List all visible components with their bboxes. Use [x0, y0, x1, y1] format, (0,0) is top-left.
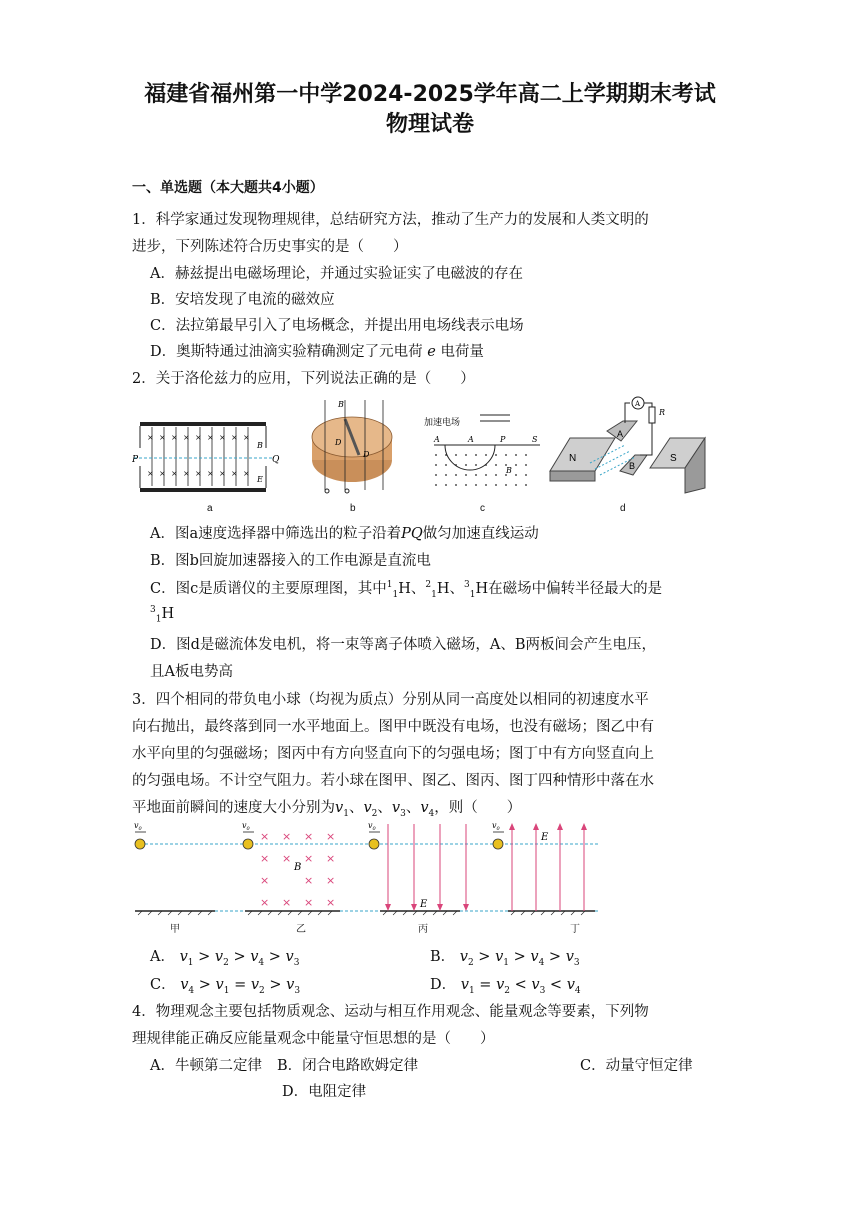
svg-text:×: × — [304, 896, 314, 909]
figure-b-label: b — [350, 503, 356, 514]
q1-option-d-tail: 电荷量 — [440, 344, 484, 360]
fig-d-a-label: A — [617, 429, 624, 439]
svg-text:×: × — [260, 852, 270, 865]
svg-text:×: × — [304, 830, 314, 843]
q4-option-d: D．电阻定律 — [282, 1084, 367, 1100]
q1-stem-line2: 进步，下列陈述符合历史事实的是（ ） — [132, 239, 408, 255]
q2-option-d-line1: D．图d是磁流体发电机，将一束等离子体喷入磁场，A、B两板间会产生电压， — [150, 637, 657, 653]
svg-text:v0: $v_0$ — [242, 821, 250, 832]
svg-text:×: × — [282, 896, 292, 909]
q3-e-label-down: E — [420, 899, 428, 910]
fig-a-b-label: B — [257, 441, 263, 450]
exam-subtitle: 物理试卷 — [385, 112, 474, 137]
q4-option-c: C．动量守恒定律 — [580, 1058, 693, 1074]
q3-line5: 平地面前瞬间的速度大小分别为$v_1$、$v_2$、$v_3$、$v_4$，则（ ） — [132, 800, 522, 819]
svg-text:×: × — [304, 852, 314, 865]
figure-b-cyclotron — [305, 395, 400, 500]
q3-fig-jia: 甲 — [170, 924, 180, 935]
q3-b-label: B — [294, 862, 302, 873]
q3-line3: 水平向里的匀强磁场；图丙中有方向竖直向下的匀强电场；图丁中有方向竖直向上 — [132, 746, 654, 762]
q1-option-d-e: e — [427, 344, 436, 360]
fig-d-r-label: R — [659, 408, 666, 417]
q3-option-d: D． $v_1 = v_2 < v_3 < v_4$ — [430, 977, 581, 996]
exam-title: 福建省福州第一中学2024-2025学年高二上学期期末考试 — [144, 82, 716, 107]
svg-text:×: × — [219, 433, 226, 442]
svg-text:×: × — [260, 896, 270, 909]
svg-text:v0: $v_0$ — [368, 821, 376, 832]
q3-line2: 向右抛出，最终落到同一水平地面上。图甲中既没有电场，也没有磁场；图乙中有 — [132, 719, 654, 735]
svg-text:×: × — [207, 433, 214, 442]
svg-text:×: × — [147, 433, 154, 442]
svg-text:×: × — [260, 830, 270, 843]
q1-stem-line1: 1．科学家通过发现物理规律，总结研究方法，推动了生产力的发展和人类文明的 — [132, 212, 649, 228]
svg-text:×: × — [231, 433, 238, 442]
svg-text:v0: $v_0$ — [492, 821, 500, 832]
q2-stem: 2．关于洛伦兹力的应用，下列说法正确的是（ ） — [132, 371, 475, 387]
svg-text:×: × — [326, 830, 336, 843]
q3-e-label-up: E — [541, 832, 549, 843]
svg-text:×: × — [171, 469, 178, 478]
svg-text:×: × — [282, 830, 292, 843]
q3-line4: 的匀强电场。不计空气阻力。若小球在图甲、图乙、图丙、图丁四种情形中落在水 — [132, 773, 654, 789]
fig-d-s-label: S — [670, 453, 677, 464]
figure-c-label: c — [480, 503, 485, 514]
fig-d-n-label: N — [569, 453, 577, 464]
svg-text:×: × — [159, 469, 166, 478]
svg-text:×: × — [326, 852, 336, 865]
q2-option-a: A．图a速度选择器中筛选出的粒子沿着PQ做匀加速直线运动 — [150, 526, 539, 542]
svg-text:×: × — [219, 469, 226, 478]
fig-a-q-label: Q — [272, 455, 280, 465]
svg-text:×: × — [243, 469, 250, 478]
q3-option-b: B． $v_2 > v_1 > v_4 > v_3$ — [430, 949, 580, 968]
fig-c-a2-label: A — [468, 435, 474, 444]
svg-text:×: × — [195, 469, 202, 478]
fig-c-p-label: P — [500, 435, 506, 444]
fig-b-d2-label: D — [363, 450, 370, 459]
svg-text:×: × — [171, 433, 178, 442]
q1-option-b: B．安培发现了电流的磁效应 — [150, 292, 335, 308]
q4-line2: 理规律能正确反应能量观念中能量守恒思想的是（ ） — [132, 1031, 495, 1047]
figure-c-mass-spectrometer — [420, 405, 550, 497]
svg-text:v0: $v_0$ — [134, 821, 142, 832]
figure-q3-scenarios — [130, 818, 610, 920]
svg-text:×: × — [282, 852, 292, 865]
figure-a-velocity-selector — [132, 418, 282, 500]
fig-d-ammeter-label: A — [635, 400, 641, 408]
fig-d-b-label: B — [629, 461, 636, 471]
q1-option-d-text: D．奥斯特通过油滴实验精确测定了元电荷 — [150, 344, 423, 360]
svg-text:×: × — [304, 874, 314, 887]
svg-text:×: × — [326, 896, 336, 909]
q3-fig-bing: 丙 — [418, 924, 428, 935]
fig-b-b-label: B — [338, 400, 344, 409]
q2-option-b: B．图b回旋加速器接入的工作电源是直流电 — [150, 553, 431, 569]
q1-option-d — [150, 340, 484, 361]
fig-c-b-label: B — [506, 466, 512, 475]
q2-option-c: C．图c是质谱仪的主要原理图，其中$^1_1$H、$^2_1$H、$^3_1$H在磁场中偏转半径最大的是 — [150, 580, 663, 600]
fig-a-e-label: E — [257, 475, 263, 484]
svg-text:×: × — [326, 874, 336, 887]
fig-c-title: 加速电场 — [424, 418, 461, 428]
q3-option-c: C． $v_4 > v_1 = v_2 > v_3$ — [150, 977, 301, 996]
svg-text:×: × — [231, 469, 238, 478]
q2-option-c-answer: $^3_1$H — [150, 605, 175, 625]
section-heading: 一、单选题（本大题共4小题） — [132, 180, 324, 196]
svg-text:×: × — [159, 433, 166, 442]
figure-a-label: a — [207, 503, 213, 514]
q4-option-a: A．牛顿第二定律 — [150, 1058, 262, 1074]
q4-option-b: B．闭合电路欧姆定律 — [277, 1058, 419, 1074]
figure-d-label: d — [620, 503, 626, 514]
fig-c-s-label: S — [532, 435, 538, 444]
svg-text:×: × — [183, 433, 190, 442]
q1-option-c: C．法拉第最早引入了电场概念，并提出用电场线表示电场 — [150, 318, 524, 334]
q3-line1: 3．四个相同的带负电小球（均视为质点）分别从同一高度处以相同的初速度水平 — [132, 692, 649, 708]
q3-fig-yi: 乙 — [296, 924, 306, 935]
svg-text:×: × — [260, 874, 270, 887]
q3-option-a: A． $v_1 > v_2 > v_4 > v_3$ — [150, 949, 300, 968]
svg-text:×: × — [207, 469, 214, 478]
fig-c-a1-label: A — [434, 435, 440, 444]
fig-b-d1-label: D — [335, 438, 342, 447]
svg-text:×: × — [183, 469, 190, 478]
q4-line1: 4．物理观念主要包括物质观念、运动与相互作用观念、能量观念等要素，下列物 — [132, 1004, 649, 1020]
q3-fig-ding: 丁 — [570, 924, 580, 935]
figure-d-mhd-generator — [545, 393, 710, 498]
q2-option-d-line2: 且A板电势高 — [150, 664, 233, 680]
q1-option-a: A．赫兹提出电磁场理论，并通过实验证实了电磁波的存在 — [150, 266, 523, 282]
svg-text:×: × — [243, 433, 250, 442]
fig-a-p-label: P — [132, 455, 139, 465]
svg-text:×: × — [147, 469, 154, 478]
svg-text:×: × — [195, 433, 202, 442]
